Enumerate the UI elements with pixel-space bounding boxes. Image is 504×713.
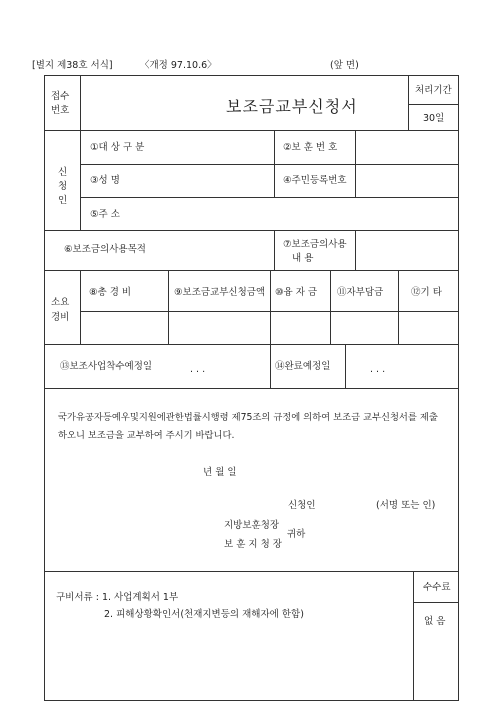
divider [80,75,81,130]
processing-period-value: 30일 [423,113,445,124]
start-date-value: . . . [190,364,206,375]
body-text: 하오니 보조금을 교부하여 주시기 바랍니다. [58,430,235,441]
revision-date: 〈개정 97.10.6〉 [140,60,217,71]
bohun-number-label: ②보 훈 번 호 [283,142,338,153]
divider [408,75,409,130]
required-documents-label: 구비서류 : 1. 사업계획서 1부 [56,592,179,603]
cost-section-label: 경비 [51,312,70,323]
divider [44,344,459,345]
purpose-label: ⑥보조금의사용목적 [64,244,146,255]
applicant-section-label: 청 [58,181,68,192]
content-label: ⑦보조금의사용 [283,239,347,250]
form-number: [별지 제38호 서식] [32,60,113,71]
receipt-label: 번호 [51,105,70,116]
body-text: 국가유공자등예우및지원에관한법률시행령 제75조의 규정에 의하여 보조금 교부신청서를 제출 [58,412,438,423]
form-title: 보조금교부신청서 [226,97,358,116]
divider [274,230,275,270]
processing-period-label: 처리기간 [415,85,452,96]
divider [345,344,346,388]
divider [413,602,459,603]
divider [80,311,458,312]
divider [44,388,459,389]
resident-number-label: ④주민등록번호 [283,175,347,186]
page-side: (앞 면) [330,60,359,71]
content-label: 내 용 [292,253,314,264]
divider [80,164,458,165]
divider [408,104,458,105]
completion-date-value: . . . [370,364,386,375]
divider [330,270,331,344]
divider [270,270,271,344]
address-label: ⑤주 소 [90,209,120,220]
required-document-item: 2. 피해상황확인서(천재지변등의 재해자에 한함) [104,609,304,620]
receipt-label: 접수 [51,91,70,102]
start-date-label: ⑬보조사업착수예정일 [60,361,153,372]
divider [80,270,81,344]
fee-label: 수수료 [423,582,451,593]
name-label: ③성 명 [90,175,120,186]
other-cost-label: ⑫기 타 [411,287,442,298]
date-line: 년 월 일 [203,467,237,478]
frame-top [44,75,459,76]
divider [44,270,459,271]
completion-date-label: ⑭완료예정일 [275,361,331,372]
divider [355,230,356,270]
requested-amount-label: ⑨보조금교부신청금액 [174,287,266,298]
divider [413,571,414,701]
divider [44,571,459,572]
cost-section-label: 소요 [51,297,70,308]
divider [80,130,81,230]
divider [44,230,459,231]
frame-bottom [44,700,459,701]
signer-label: 신청인 [288,500,316,511]
recipient-label: 지방보훈청장 [224,520,280,531]
recipient-label: 보 훈 지 청 장 [224,539,282,550]
loan-amount-label: ⑩융 자 금 [275,287,318,298]
signature-note: (서명 또는 인) [376,500,436,511]
fee-value: 없 음 [424,616,446,627]
target-type-label: ①대 상 구 분 [90,142,145,153]
divider [80,197,458,198]
divider [168,270,169,344]
applicant-section-label: 신 [58,167,68,178]
own-burden-label: ⑪자부담금 [337,287,384,298]
divider [44,130,459,131]
honorific: 귀하 [287,529,306,540]
divider [398,270,399,344]
divider [270,344,271,388]
applicant-section-label: 인 [58,195,68,206]
total-cost-label: ⑧총 경 비 [89,287,132,298]
